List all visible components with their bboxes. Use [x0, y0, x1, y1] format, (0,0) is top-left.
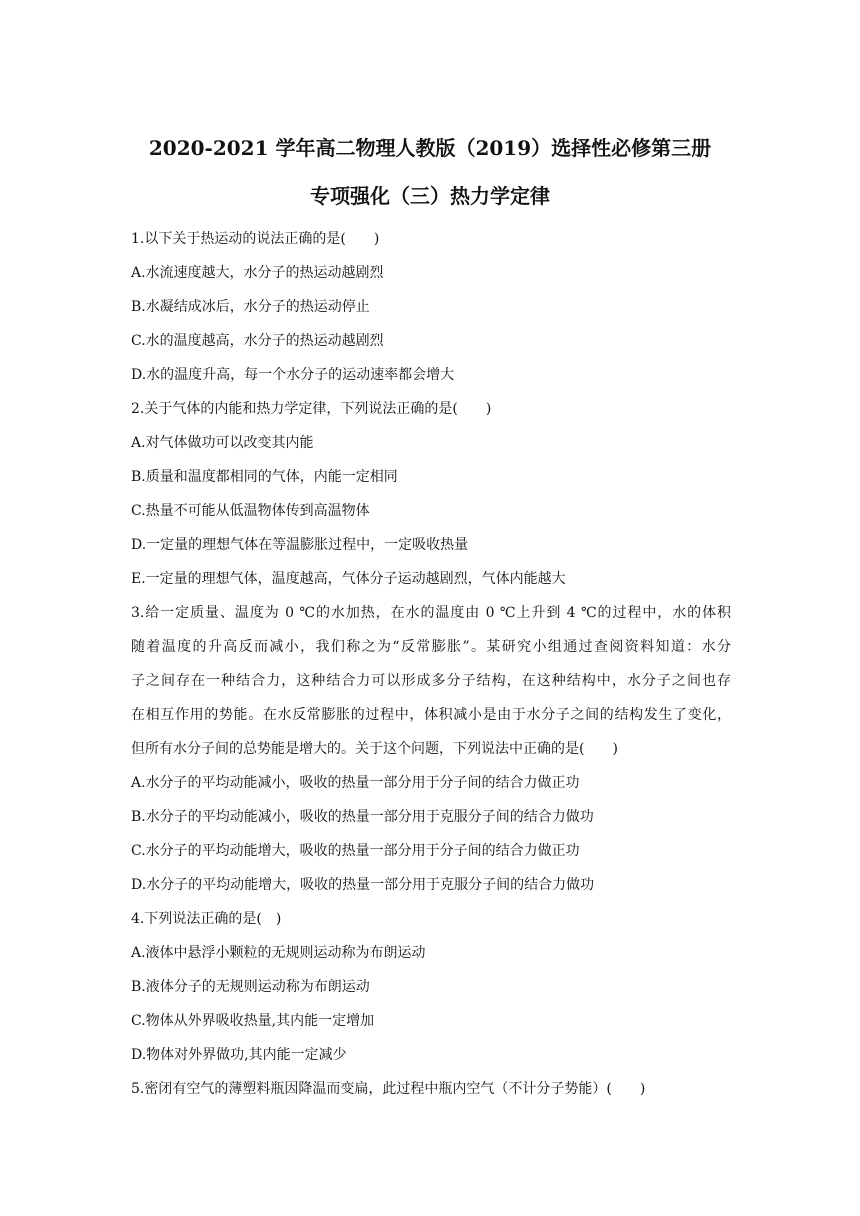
question-2-option-a: A.对气体做功可以改变其内能	[131, 435, 314, 451]
question-2-option-e: E.一定量的理想气体，温度越高，气体分子运动越剧烈，气体内能越大	[131, 571, 566, 587]
question-3-option-a: A.水分子的平均动能减小，吸收的热量一部分用于分子间的结合力做正功	[131, 775, 580, 791]
question-5-stem: 5.密闭有空气的薄塑料瓶因降温而变扁，此过程中瓶内空气（不计分子势能）( )	[131, 1081, 646, 1097]
question-2-option-c: C.热量不可能从低温物体传到高温物体	[131, 503, 370, 519]
question-3-stem-line-4: 在相互作用的势能。在水反常膨胀的过程中，体积减小是由于水分子之间的结构发生了变化，	[131, 707, 731, 723]
question-1-option-c: C.水的温度越高，水分子的热运动越剧烈	[131, 333, 384, 349]
question-3-stem-line-5: 但所有水分子间的总势能是增大的。关于这个问题，下列说法中正确的是( )	[131, 741, 618, 757]
question-list	[131, 222, 731, 1106]
document-title: 2020-2021 学年高二物理人教版（2019）选择性必修第三册	[148, 136, 712, 160]
question-2-option-b: B.质量和温度都相同的气体，内能一定相同	[131, 469, 398, 485]
question-4-stem: 4.下列说法正确的是( )	[131, 911, 282, 927]
question-1-stem: 1.以下关于热运动的说法正确的是( )	[131, 231, 380, 247]
question-2-option-d: D.一定量的理想气体在等温膨胀过程中，一定吸收热量	[131, 537, 469, 553]
question-3-stem-line-3: 子之间存在一种结合力，这种结合力可以形成多分子结构，在这种结构中，水分子之间也存	[131, 673, 731, 689]
question-4-option-d: D.物体对外界做功,其内能一定减少	[131, 1047, 347, 1063]
question-3-option-c: C.水分子的平均动能增大，吸收的热量一部分用于分子间的结合力做正功	[131, 843, 580, 859]
question-3-option-d: D.水分子的平均动能增大，吸收的热量一部分用于克服分子间的结合力做功	[131, 877, 595, 893]
document-subtitle: 专项强化（三）热力学定律	[310, 184, 550, 208]
question-3-option-b: B.水分子的平均动能减小，吸收的热量一部分用于克服分子间的结合力做功	[131, 809, 594, 825]
question-2-stem: 2.关于气体的内能和热力学定律，下列说法正确的是( )	[131, 401, 492, 417]
question-1-option-b: B.水凝结成冰后，水分子的热运动停止	[131, 299, 370, 315]
question-1-option-a: A.水流速度越大，水分子的热运动越剧烈	[131, 265, 384, 281]
question-3-stem-line-2: 随着温度的升高反而减小，我们称之为“反常膨胀”。某研究小组通过查阅资料知道：水分	[131, 639, 731, 655]
question-4-option-b: B.液体分子的无规则运动称为布朗运动	[131, 979, 370, 995]
question-1-option-d: D.水的温度升高，每一个水分子的运动速率都会增大	[131, 367, 455, 383]
question-4-option-a: A.液体中悬浮小颗粒的无规则运动称为布朗运动	[131, 945, 426, 961]
question-4-option-c: C.物体从外界吸收热量,其内能一定增加	[131, 1013, 375, 1029]
question-3-stem-line-1: 3.给一定质量、温度为 0 ℃的水加热，在水的温度由 0 ℃上升到 4 ℃的过程中，水的体积	[131, 605, 731, 621]
